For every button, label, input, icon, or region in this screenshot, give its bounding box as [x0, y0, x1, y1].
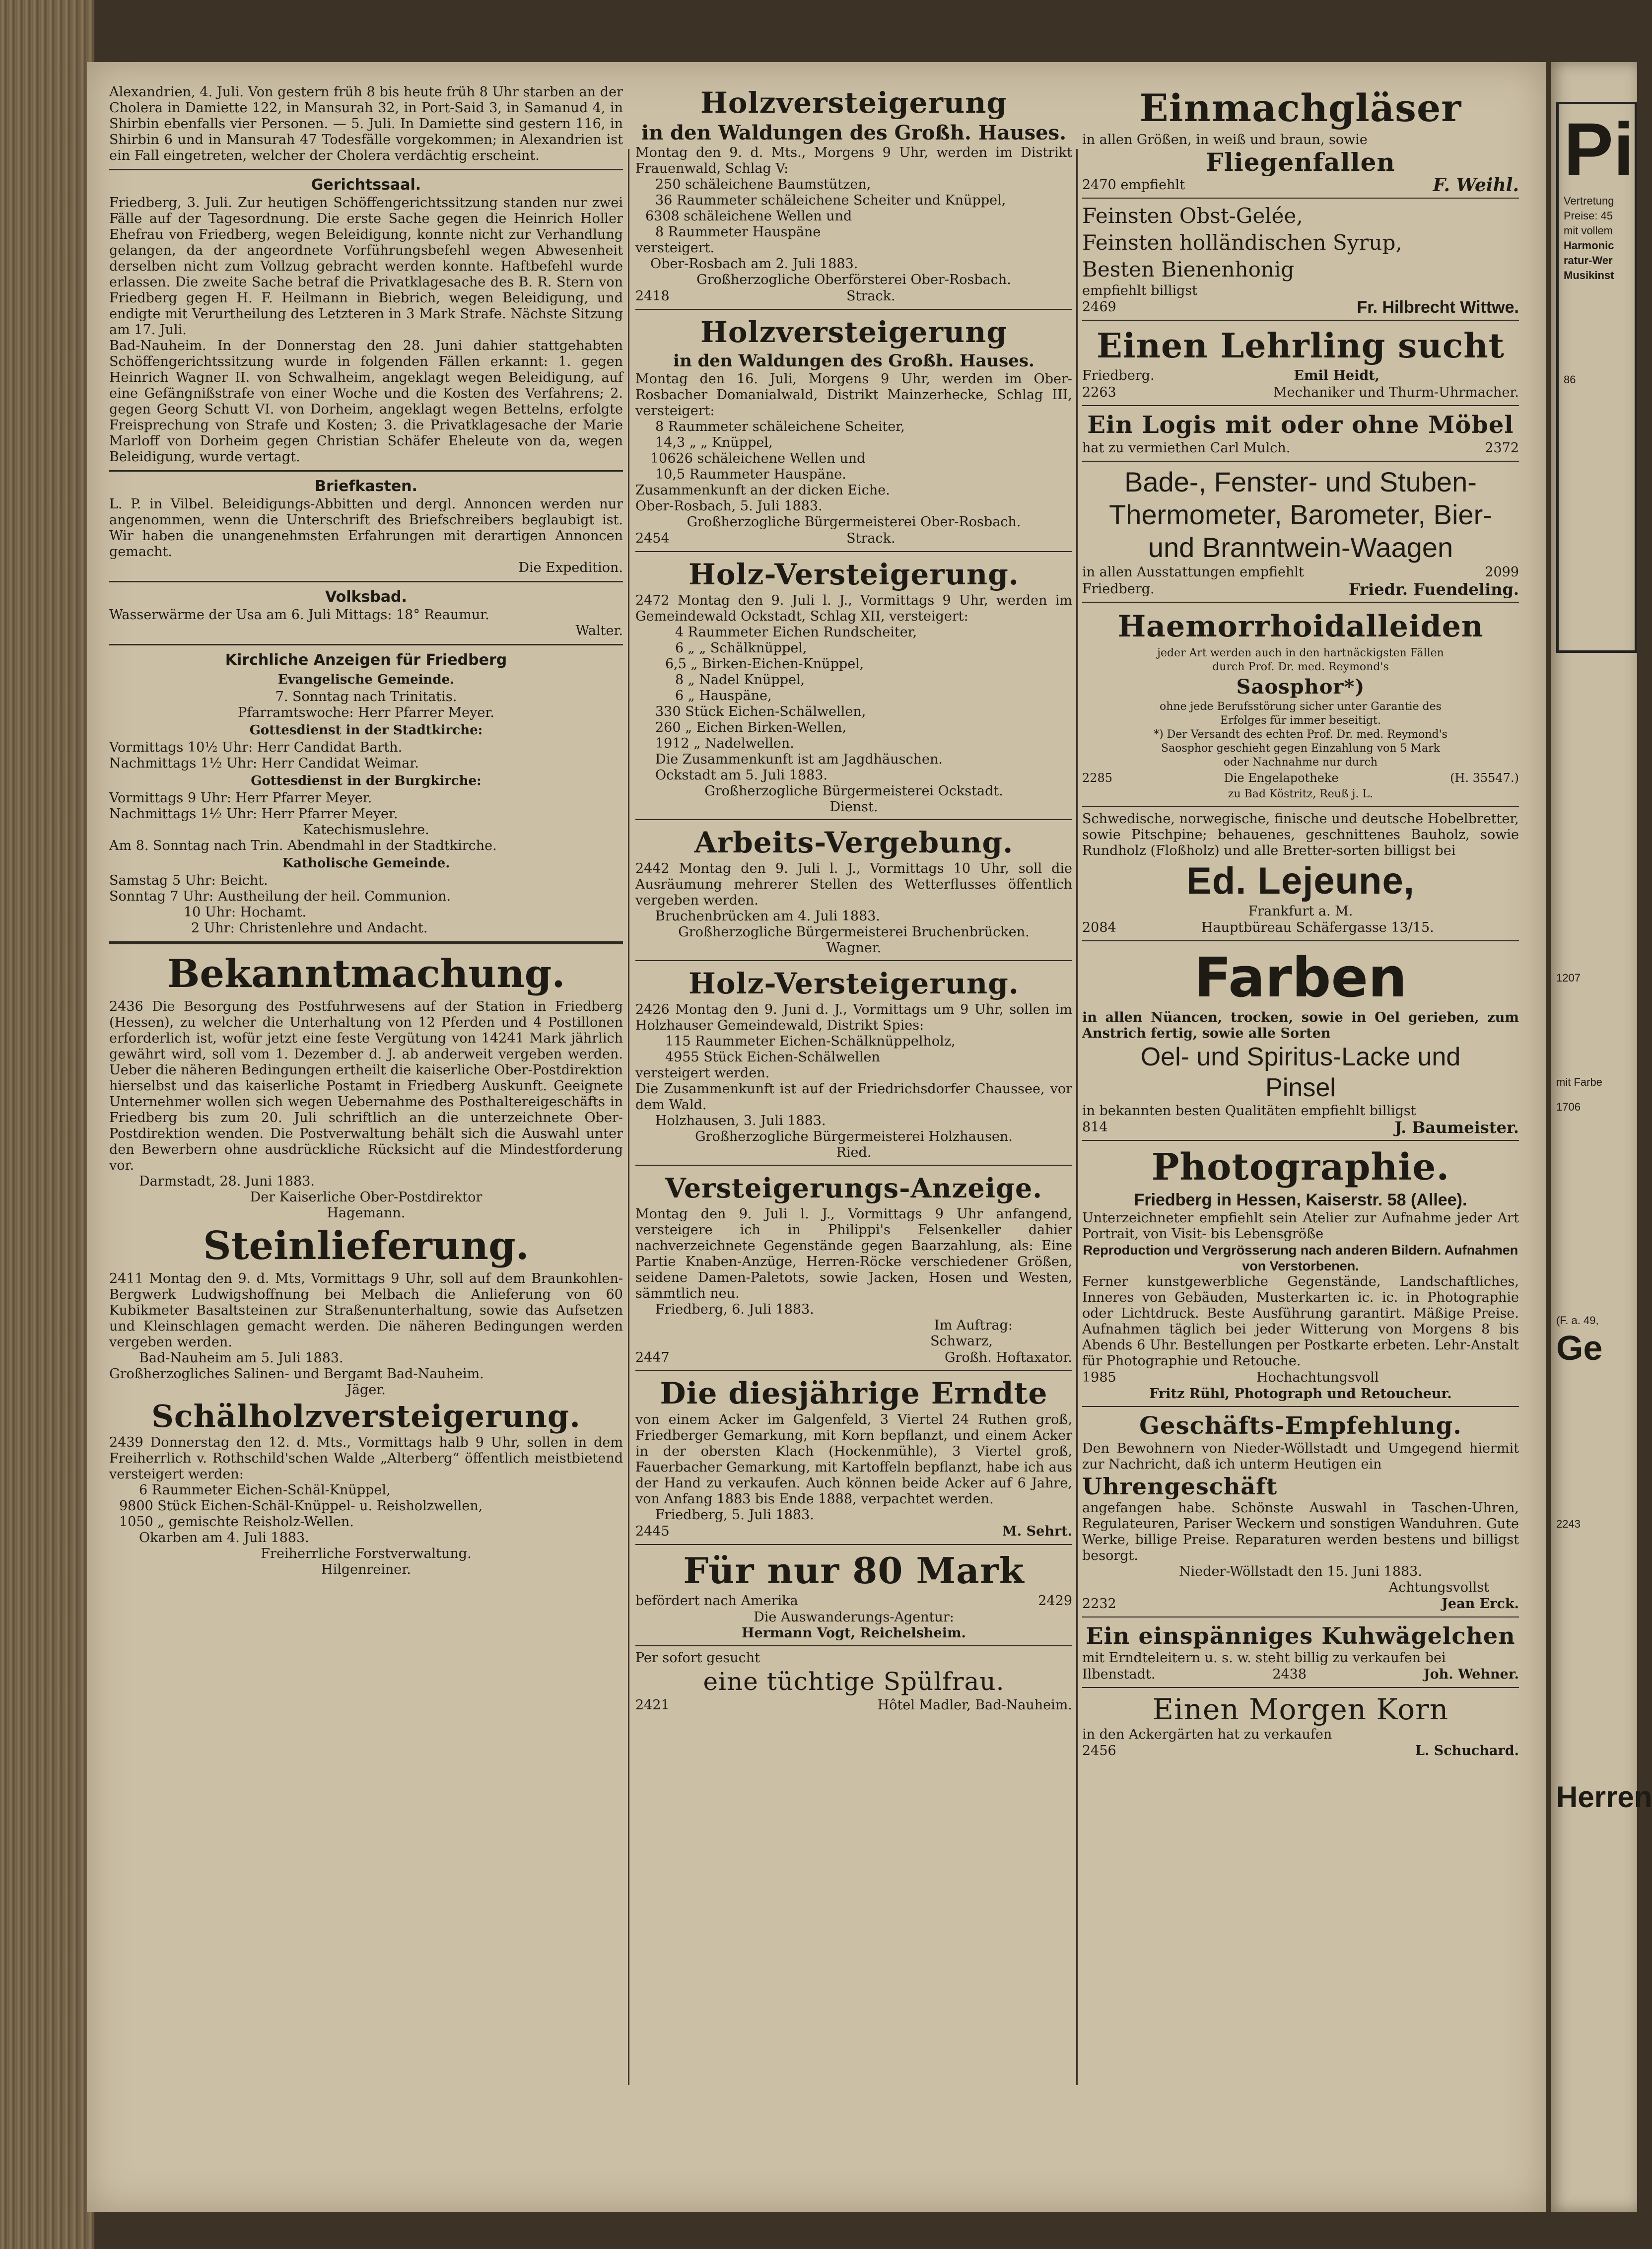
holz1-sign: Großherzogliche Oberförsterei Ober-Rosbach. [696, 272, 1011, 287]
holz2-text: Montag den 16. Juli, Morgens 9 Uhr, werden im Ober-Rosbacher Domanialwald, Distrikt Mainzerhecke, Schlag III, versteigert: [635, 371, 1072, 419]
arbeit-title: Arbeits-Vergebung. [694, 826, 1014, 859]
holz4-date: Holzhausen, 3. Juli 1883. [655, 1113, 826, 1128]
photo-hoch: Hochachtungsvoll [1256, 1370, 1379, 1385]
holz3-sign: Großherzogliche Bürgermeisterei Ockstadt. [704, 783, 1003, 799]
geschaeft-text2: angefangen habe. Schönste Auswahl in Taschen-Uhren, Regulateuren, Pariser Weckern und sonstigen Wanduhren. Gute Werke, billige Preise. Reparaturen werden bestens und billigst besorgt. [1082, 1500, 1519, 1563]
farben-number: 814 [1082, 1120, 1108, 1135]
lehrling-number: 2263 [1082, 385, 1116, 400]
holz3-item: 8 „ Nadel Knüppel, [675, 672, 805, 688]
geschaeft-title: Geschäfts-Empfehlung. [1139, 1412, 1462, 1440]
ernte-sign: M. Sehrt. [1002, 1524, 1072, 1539]
katechismus-text: Katechismuslehre. [303, 822, 429, 838]
column-divider [1076, 149, 1078, 2085]
lehrling-job: Mechaniker und Thurm-Uhrmacher. [1273, 385, 1519, 400]
bekanntmachung-sign: Der Kaiserliche Ober-Postdirektor [250, 1190, 482, 1205]
bade-line: Thermometer, Barometer, Bier- [1109, 499, 1492, 530]
holz3-item: 6 „ „ Schälknüppel, [675, 640, 807, 656]
kath-row: 10 Uhr: Hochamt. [184, 905, 307, 920]
bade-place: Friedberg. [1082, 581, 1155, 597]
burgkirche-title: Gottesdienst in der Burgkirche: [251, 773, 482, 788]
steinlieferung-date: Bad-Nauheim am 5. Juli 1883. [139, 1350, 344, 1366]
stadtkirche-title: Gottesdienst in der Stadtkirche: [249, 723, 483, 738]
holz2-subtitle: in den Waldungen des Großh. Hauses. [673, 351, 1034, 371]
stadtkirche-nachm: Nachmittags 1½ Uhr: Herr Candidat Weimar. [109, 756, 419, 771]
lacke-line: Oel- und Spiritus-Lacke und [1140, 1043, 1461, 1071]
ernte-text: von einem Acker im Galgenfeld, 3 Viertel 24 Ruthen groß, Friedberger Gemarkung, mit Korn bepflanzt, und einem Acker in der obersten Klach (Hockenmühle), 3 Viertel groß, Fauerbacher Gemarkung, mit Kartoffeln bepflanzt, habe ich aus der Hand zu verkaufen. Auch können beide Acker auf 6 Jahre, von Anfang 1883 bis Ende 1888, verpachtet werden. [635, 1412, 1072, 1507]
holz2-sign: Großherzogliche Bürgermeisterei Ober-Rosbach. [687, 514, 1021, 530]
photo-address: Friedberg in Hessen, Kaiserstr. 58 (Allee). [1134, 1191, 1467, 1209]
schaelholz-title: Schälholzversteigerung. [151, 1398, 581, 1434]
kuh-title: Ein einspänniges Kuhwägelchen [1086, 1622, 1515, 1649]
rp-fragment: Harmonic [1564, 239, 1614, 252]
einmach-sign: F. Weihl. [1433, 175, 1519, 196]
holz2-date: Ober-Rosbach, 5. Juli 1883. [635, 498, 823, 514]
volksbad-sign: Walter. [575, 623, 623, 638]
ernte-title: Die diesjährige Erndte [660, 1376, 1048, 1411]
stadtkirche-vorm: Vormittags 10½ Uhr: Herr Candidat Barth. [109, 740, 403, 755]
haem-apotheke2: zu Bad Köstritz, Reuß j. L. [1228, 788, 1374, 800]
rp-fragment: Ge [1556, 1329, 1603, 1367]
holz2-sign: Strack. [846, 531, 895, 546]
spuel-title: eine tüchtige Spülfrau. [703, 1667, 1005, 1696]
rp-fragment: mit Farbe [1556, 1076, 1602, 1088]
holz3-date: Ockstadt am 5. Juli 1883. [655, 768, 828, 783]
holz2-item: 10626 schäleichene Wellen und [650, 451, 866, 466]
geschaeft-number: 2232 [1082, 1596, 1116, 1612]
photo-sign: Fritz Rühl, Photograph und Retoucheur. [1149, 1386, 1452, 1402]
kath-row: Samstag 5 Uhr: Beicht. [109, 873, 268, 888]
column-1 [109, 84, 623, 1578]
holz4-item: 115 Raummeter Eichen-Schälknüppelholz, [665, 1034, 956, 1049]
lejeune-title: Ed. Lejeune, [1186, 860, 1415, 902]
versteigerung-sign: Im Auftrag: [934, 1318, 1013, 1333]
holz4-text: 2426 Montag den 9. Juni d. J., Vormittags um 9 Uhr, sollen im Holzhauser Gemeindewald, Distrikt Spies: [635, 1002, 1072, 1033]
holz2-item: 10,5 Raummeter Hauspäne. [655, 467, 846, 482]
geschaeft-text: Den Bewohnern von Nieder-Wöllstadt und Umgegend hiermit zur Nachricht, daß ich unterm Heutigen ein [1082, 1441, 1519, 1472]
korn-number: 2456 [1082, 1743, 1116, 1758]
holz1-date: Ober-Rosbach am 2. Juli 1883. [650, 256, 858, 272]
rp-fragment: 1706 [1556, 1101, 1581, 1113]
kath-row: Sonntag 7 Uhr: Austheilung der heil. Communion. [109, 889, 451, 904]
section-title-volksbad: Volksbad. [325, 588, 407, 606]
bade-text: in allen Ausstattungen empfiehlt [1082, 564, 1304, 580]
versteigerung-title: Versteigerungs-Anzeige. [665, 1172, 1043, 1204]
schaelholz-sign: Hilgenreiner. [321, 1562, 411, 1577]
obst-line: Feinsten holländischen Syrup, [1082, 230, 1402, 255]
rp-fragment: Herren [1556, 1780, 1652, 1814]
column-3 [1082, 84, 1519, 1759]
book-edge [0, 0, 94, 2249]
holz4-title: Holz-Versteigerung. [688, 967, 1019, 1000]
schaelholz-item: 9800 Stück Eichen-Schäl-Knüppel- u. Reisholzwellen, [119, 1498, 483, 1514]
burgkirche-nachm: Nachmittags 1½ Uhr: Herr Pfarrer Meyer. [109, 806, 398, 822]
bade-sign: Friedr. Fuendeling. [1349, 580, 1519, 599]
logis-text: hat zu vermiethen Carl Mulch. [1082, 440, 1291, 456]
obst-number: 2469 [1082, 299, 1116, 315]
haem-code: (H. 35547.) [1450, 771, 1519, 785]
mark-title: Für nur 80 Mark [683, 1549, 1025, 1592]
rp-fragment: Pi [1564, 107, 1634, 191]
arbeit-text: 2442 Montag den 9. Juli l. J., Vormittags 10 Uhr, soll die Ausräumung mehrerer Stellen des Wetterflusses öffentlich vergeben werden. [635, 861, 1072, 908]
mark-number: 2429 [1038, 1593, 1072, 1609]
section-title-briefkasten: Briefkasten. [315, 478, 417, 495]
korn-sign: L. Schuchard. [1415, 1743, 1519, 1758]
einmach-number: 2470 [1082, 177, 1116, 193]
holz4-meet: Die Zusammenkunft ist auf der Friedrichsdorfer Chaussee, vor dem Wald. [635, 1081, 1072, 1113]
pfarramt-text: Pfarramtswoche: Herr Pfarrer Meyer. [238, 705, 494, 720]
holz1-item: 250 schäleichene Baumstützen, [655, 177, 871, 192]
ernte-date: Friedberg, 5. Juli 1883. [655, 1507, 814, 1523]
logis-number: 2372 [1485, 440, 1519, 456]
farben-text: in allen Nüancen, trocken, sowie in Oel gerieben, zum Anstrich fertig, sowie alle Sorten [1082, 1010, 1519, 1041]
korn-title: Einen Morgen Korn [1152, 1692, 1449, 1726]
holz4-sign: Ried. [836, 1145, 872, 1160]
mark-text: befördert nach Amerika [635, 1593, 798, 1609]
rp-fragment: 2243 [1556, 1518, 1581, 1530]
holz1-number: 2418 [635, 288, 670, 304]
steinlieferung-sign: Jäger. [346, 1382, 386, 1398]
lejeune-place: Frankfurt a. M. [1248, 904, 1353, 919]
schaelholz-date: Okarben am 4. Juli 1883. [139, 1530, 309, 1546]
obst-line: Feinsten Obst-Gelée, [1082, 204, 1303, 228]
holz3-sign: Dienst. [829, 799, 878, 815]
holz3-text: 2472 Montag den 9. Juli l. J., Vormittags 9 Uhr, werden im Gemeindewald Ockstadt, Schlag XII, versteigert: [635, 593, 1072, 624]
holz3-title: Holz-Versteigerung. [688, 558, 1019, 591]
nauheim-text: Bad-Nauheim. In der Donnerstag den 28. Juni dahier stattgehabten Schöffengerichtssitzung wurde in folgenden Fällen erkannt: 1. gegen Heinrich Wagner II. von Schwalheim, angeklagt wegen Beleidigung, auf eine Gefängnißstrafe von einer Woche und die Kosten des Verfahrens; 2. gegen Georg Schutt VI. von Dorheim, angeklagt wegen Bettelns, erfolgte Freisprechung von Strafe und Kosten; 3. die Privatklagesache der Marie Marloff von Dorheim gegen Christian Schäfer Eheleute von da, wegen Beleidigung, wurde vertagt. [109, 338, 623, 465]
haem-text: jeder Art werden auch in den hartnäckigsten Fällen durch Prof. Dr. med. Reymond's [1157, 647, 1444, 673]
logis-title: Ein Logis mit oder ohne Möbel [1087, 411, 1514, 439]
steinlieferung-sign: Großherzogliches Salinen- und Bergamt Bad-Nauheim. [109, 1366, 484, 1382]
spuel-sign: Hôtel Madler, Bad-Nauheim. [877, 1697, 1072, 1713]
arbeit-date: Bruchenbrücken am 4. Juli 1883. [655, 909, 881, 924]
spuel-number: 2421 [635, 1697, 670, 1713]
versteigerung-text: Montag den 9. Juli l. J., Vormittags 9 Uhr anfangend, versteigere ich in Philippi's Felsenkeller dahier nachverzeichnete Gegenstände gegen Baarzahlung, als: Eine Partie Knaben-Anzüge, Herren-Röcke verschiedener Größen, seidene Damen-Paletots, sowie Jacken, Hosen und Westen, sämmtlich neu. [635, 1206, 1072, 1301]
lejeune-number: 2084 [1082, 920, 1116, 935]
hobel-text: Schwedische, norwegische, finische und deutsche Hobelbretter, sowie Pitschpine; behauenes, geschnittenes Bauholz, sowie Rundholz (Floßholz) und alle Bretter-sorten billigst bei [1082, 811, 1519, 858]
lacke-line: Pinsel [1265, 1073, 1336, 1102]
holz1-subtitle: in den Waldungen des Großh. Hauses. [641, 121, 1067, 144]
bekanntmachung-date: Darmstadt, 28. Juni 1883. [139, 1174, 315, 1189]
burgkirche-vorm: Vormittags 9 Uhr: Herr Pfarrer Meyer. [109, 790, 372, 806]
rp-fragment: (F. a. 49, [1556, 1314, 1599, 1327]
arbeit-sign: Wagner. [826, 940, 882, 956]
geschaeft-date: Nieder-Wöllstadt den 15. Juni 1883. [1179, 1564, 1422, 1579]
arbeit-sign: Großherzogliche Bürgermeisterei Bruchenbrücken. [678, 924, 1030, 940]
section-title-gerichtssaal: Gerichtssaal. [311, 176, 421, 194]
obst-sign: Fr. Hilbrecht Wittwe. [1357, 298, 1519, 317]
rp-fragment: Vertretung [1564, 195, 1614, 207]
holz1-title: Holzversteigerung [700, 86, 1007, 120]
steinlieferung-text: 2411 Montag den 9. d. Mts, Vormittags 9 Uhr, soll auf dem Braunkohlen-Bergwerk Ludwigshoffnung bei Melbach die Anlieferung von 60 Kubikmeter Basaltsteinen zur Straßenunterhaltung, sowie das Aufsetzen und Kleinschlagen gemacht werden. Die näheren Bedingungen werden vergeben werden. [109, 1271, 623, 1350]
lejeune-addr: Hauptbüreau Schäfergasse 13/15. [1201, 920, 1434, 935]
versteigerung-date: Friedberg, 6. Juli 1883. [655, 1302, 814, 1317]
rp-fragment: 86 [1564, 373, 1576, 386]
evangelische-title: Evangelische Gemeinde. [277, 672, 455, 687]
bade-line: und Branntwein-Waagen [1148, 532, 1453, 563]
lehrling-title: Einen Lehrling sucht [1096, 326, 1505, 366]
holz4-item: 4955 Stück Eichen-Schälwellen [665, 1050, 880, 1065]
holz2-item: 8 Raummeter schäleichene Scheiter, [655, 419, 905, 434]
sonntag-text: 7. Sonntag nach Trinitatis. [275, 689, 457, 704]
adjacent-page-fragment [1551, 62, 1652, 2212]
kuh-text: mit Erndteleitern u. s. w. steht billig zu verkaufen bei [1082, 1650, 1446, 1666]
rp-fragment: ratur-Wer [1564, 254, 1613, 267]
korn-text: in den Ackergärten hat zu verkaufen [1082, 1727, 1332, 1742]
kuh-place: Ilbenstadt. [1082, 1667, 1156, 1682]
farben-text2: in bekannten besten Qualitäten empfiehlt billigst [1082, 1103, 1416, 1119]
holz2-meet: Zusammenkunft an der dicken Eiche. [635, 483, 890, 498]
kuh-sign: Joh. Wehner. [1423, 1667, 1519, 1682]
holz3-item: 1912 „ Nadelwellen. [655, 736, 794, 751]
photo-number: 1985 [1082, 1370, 1116, 1385]
schaelholz-sign: Freiherrliche Forstverwaltung. [261, 1546, 472, 1561]
holz3-meet: Die Zusammenkunft ist am Jagdhäuschen. [655, 752, 943, 767]
einmach-title: Einmachgläser [1139, 86, 1462, 130]
kath-row: 2 Uhr: Christenlehre und Andacht. [191, 920, 428, 936]
holz2-title: Holzversteigerung [700, 315, 1007, 349]
lehrling-place: Friedberg. [1082, 368, 1155, 383]
mark-sign: Hermann Vogt, Reichelsheim. [742, 1625, 966, 1641]
rp-fragment: Preise: 45 [1564, 210, 1613, 222]
photo-bold: Reproduction und Vergrösserung nach anderen Bildern. Aufnahmen von Verstorbenen. [1083, 1243, 1518, 1273]
holz3-item: 6 „ Hauspäne, [675, 688, 772, 703]
holz3-item: 260 „ Eichen Birken-Wellen, [655, 720, 847, 735]
holz1-item: 6308 schäleichene Wellen und [645, 209, 852, 224]
section-title-kirchliche: Kirchliche Anzeigen für Friedberg [225, 651, 507, 669]
holz4-sign: Großherzogliche Bürgermeisterei Holzhausen. [695, 1129, 1013, 1144]
uhrengeschaeft: Uhrengeschäft [1082, 1473, 1278, 1500]
news-alexandrien: Alexandrien, 4. Juli. Von gestern früh 8 bis heute früh 8 Uhr starben an der Cholera in Damiette 122, in Mansurah 32, in Port-Said 3, in Samanud 4, in Shirbin ebenfalls vier Personen. — 5. Juli. In Damiette sind gestern 116, in Shirbin 6 und in Mansurah 47 Todesfälle vorgekommen; in Alexandrien ist ein Fall eingetreten, welcher der Cholera verdächtig erscheint. [109, 84, 623, 163]
schaelholz-item: 6 Raummeter Eichen-Schäl-Knüppel, [139, 1482, 391, 1498]
holz1-item: 8 Raummeter Hauspäne [655, 224, 821, 240]
holz2-number: 2454 [635, 531, 670, 546]
haem-apotheke: Die Engelapotheke [1224, 771, 1339, 785]
versteigerung-sign: Großh. Hoftaxator. [944, 1350, 1072, 1365]
rp-fragment: Musikinst [1564, 269, 1614, 281]
bade-number: 2099 [1485, 564, 1519, 580]
holz1-item: 36 Raummeter schäleichene Scheiter und Knüppel, [655, 193, 1006, 208]
holz2-item: 14,3 „ „ Knüppel, [655, 435, 773, 450]
holz4-tail: versteigert werden. [635, 1065, 770, 1081]
farben-title: Farben [1194, 946, 1407, 1009]
einmach-text: in allen Größen, in weiß und braun, sowie [1082, 132, 1368, 147]
holz3-item: 330 Stück Eichen-Schälwellen, [655, 704, 866, 719]
kuh-number: 2438 [1272, 1667, 1307, 1682]
versteigerung-number: 2447 [635, 1350, 670, 1365]
photo-title: Photographie. [1151, 1146, 1450, 1189]
haem-note: *) Der Versandt des echten Prof. Dr. med. Reymond's Saosphor geschieht gegen Einzahlung von 5 Mark oder Nachnahme nur durch [1154, 728, 1447, 769]
holz1-text: Montag den 9. d. Mts., Morgens 9 Uhr, werden im Distrikt Frauenwald, Schlag V: [635, 145, 1072, 176]
obst-empf: empfiehlt billigst [1082, 283, 1198, 298]
column-divider [628, 149, 629, 2085]
haem-text2: ohne jede Berufsstörung sicher unter Garantie des Erfolges für immer beseitigt. [1160, 701, 1442, 727]
bekanntmachung-text: 2436 Die Besorgung des Postfuhrwesens auf der Station in Friedberg (Hessen), zu welcher die Unterhaltung von 12 Pferden und 4 Postillonen erforderlich ist, wofür jetzt eine feste Vergütung von 14241 Mark jährlich gewährt wird, soll vom 1. Dezember d. J. ab anderweit vergeben werden. Ueber die näheren Bedingungen ertheilt die kaiserliche Ober-Postdirektion hierselbst und das kaiserliche Postamt in Friedberg Auskunft. Geeignete Unternehmer wollen sich wegen Uebernahme des Posthaltereigeschäfts in Friedberg bis zum 20. Juli schriftlich an die unterzeichnete Ober-Postdirektion wenden. Die Postverwaltung behält sich die Auswahl unter den Bewerbern ohne ausdrückliche Rücksicht auf die Mindestforderung vor. [109, 999, 623, 1173]
farben-sign: J. Baumeister. [1394, 1118, 1519, 1137]
bade-line: Bade-, Fenster- und Stuben- [1124, 466, 1477, 497]
volksbad-text: Wasserwärme der Usa am 6. Juli Mittags: 18° Reaumur. [109, 607, 489, 623]
holz3-item: 4 Raummeter Eichen Rundscheiter, [675, 625, 917, 640]
fliegen-title: Fliegenfallen [1206, 147, 1395, 177]
katholische-title: Katholische Gemeinde. [282, 856, 450, 871]
mark-agency: Die Auswanderungs-Agentur: [754, 1610, 954, 1625]
rp-fragment: 1207 [1556, 972, 1581, 984]
saosphor: Saosphor*) [1236, 675, 1365, 699]
briefkasten-text: L. P. in Vilbel. Beleidigungs-Abbitten und dergl. Annoncen werden nur angenommen, wenn die Unterschrift des Briefschreibers beglaubigt ist. Wir haben die unangenehmsten Erfahrungen mit derartigen Annoncen gemacht. [109, 496, 623, 560]
abendmahl-text: Am 8. Sonntag nach Trin. Abendmahl in der Stadtkirche. [109, 838, 497, 853]
steinlieferung-title: Steinlieferung. [203, 1223, 529, 1268]
geschaeft-sign: Jean Erck. [1442, 1596, 1519, 1612]
lehrling-name: Emil Heidt, [1294, 368, 1380, 383]
holz3-item: 6,5 „ Birken-Eichen-Knüppel, [665, 656, 864, 672]
photo-text: Unterzeichneter empfiehlt sein Atelier zur Aufnahme jeder Art Portrait, von Visit- bis Lebensgröße [1082, 1210, 1519, 1242]
gerichtssaal-text: Friedberg, 3. Juli. Zur heutigen Schöffengerichtssitzung standen nur zwei Fälle auf der Tagesordnung. Die erste Sache gegen die Heinrich Holler Ehefrau von Friedberg, wegen Beleidigung, konnte nicht zur Verhandlung gelangen, da der angeordnete Vorführungsbefehl wegen Abwesenheit derselben nicht zum Vollzug gebracht werden konnte. Haftbefehl wurde erlassen. Die zweite Sache betraf die Privatklagesache des B. R. Stern von Friedberg gegen H. F. Heilmann in Biebrich, wegen Beleidigung, und endigte mit Verurtheilung des Letzteren in 3 Mark Strafe. Nächste Sitzung am 17. Juli. [109, 195, 623, 338]
schaelholz-item: 1050 „ gemischte Reisholz-Wellen. [119, 1514, 354, 1530]
column-2 [635, 84, 1072, 1714]
schaelholz-text: 2439 Donnerstag den 12. d. Mts., Vormittags halb 9 Uhr, sollen in dem Freiherrlich v. Rothschild'schen Walde „Alterberg“ öffentlich meistbietend versteigert werden: [109, 1435, 623, 1482]
holz1-sign: Strack. [846, 288, 895, 304]
haem-number: 2285 [1082, 771, 1113, 785]
versteigerung-sign: Schwarz, [930, 1334, 993, 1349]
haem-title: Haemorrhoidalleiden [1117, 609, 1484, 644]
spuel-intro: Per sofort gesucht [635, 1650, 760, 1666]
ernte-number: 2445 [635, 1524, 670, 1539]
bekanntmachung-sign: Hagemann. [327, 1205, 406, 1221]
obst-line: Besten Bienenhonig [1082, 257, 1295, 281]
bekanntmachung-title: Bekanntmachung. [167, 951, 565, 996]
photo-text2: Ferner kunstgewerbliche Gegenstände, Landschaftliches, Inneres von Gebäuden, Musterkarten ic. ic. in Photographie oder Lichtdruck. Beste Ausführung garantirt. Mäßige Preise. Aufnahmen täglich bei jeder Witterung von Morgens 8 bis Abends 6 Uhr. Bestellungen per Postkarte erbeten. Lehr-Anstalt für Photographie und Retouche. [1082, 1274, 1519, 1369]
holz1-tail: versteigert. [635, 240, 715, 256]
briefkasten-sign: Die Expedition. [518, 560, 623, 575]
rp-fragment: mit vollem [1564, 224, 1613, 237]
geschaeft-hoch: Achtungsvollst [1388, 1580, 1489, 1595]
einmach-empf: empfiehlt [1120, 177, 1185, 193]
